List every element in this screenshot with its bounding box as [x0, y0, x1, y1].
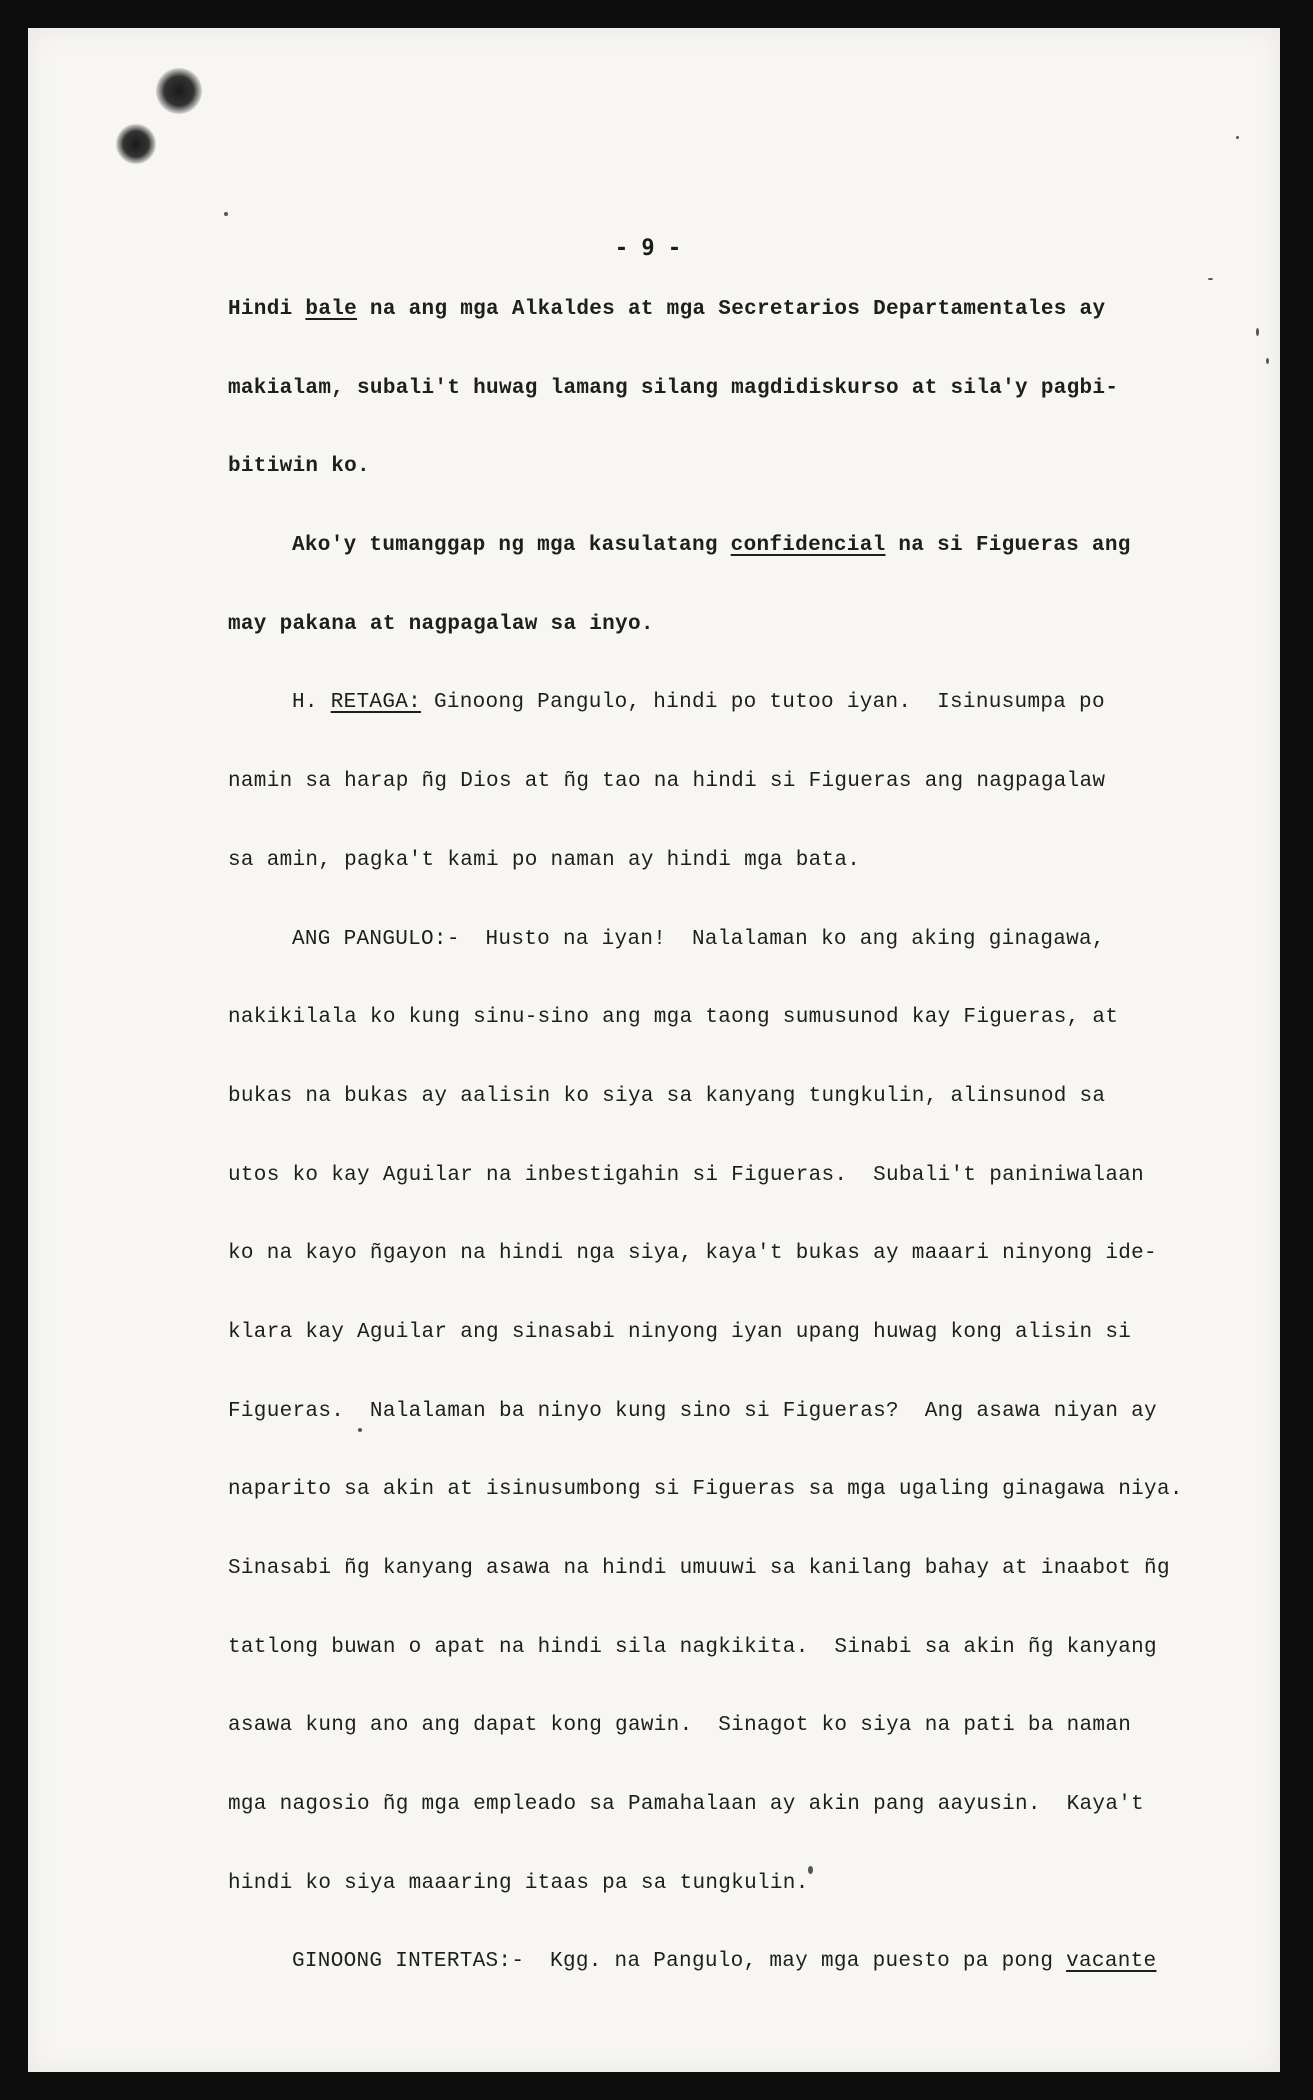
speck	[1208, 278, 1213, 280]
text-run: H.	[292, 691, 331, 715]
speck	[1266, 358, 1269, 364]
document-body	[228, 290, 1188, 2021]
text-run: na ang mga Alkaldes at mga Secretarios Departamentales ay	[357, 298, 1106, 321]
underlined-word: confidencial	[730, 534, 886, 558]
text-line: bitiwin ko.	[228, 455, 370, 479]
text-line: ANG PANGULO:- Husto na iyan! Nalalaman ko ang aking ginagawa,	[292, 927, 1105, 951]
punch-hole	[116, 124, 156, 164]
text-line: ko na kayo ñgayon na hindi nga siya, kaya't bukas ay maaari ninyong ide-	[228, 1242, 1157, 1266]
text-run: Ako'y tumanggap ng mga kasulatang	[292, 534, 731, 558]
text-run: na si Figueras ang	[885, 534, 1131, 558]
document-page	[28, 28, 1280, 2072]
punch-hole	[156, 68, 202, 114]
text-line	[228, 683, 1188, 762]
text-line: nakikilala ko kung sinu-sino ang mga taong sumusunod kay Figueras, at	[228, 1006, 1119, 1030]
text-line: Sinasabi ñg kanyang asawa na hindi umuuwi sa kanilang bahay at inaabot ñg	[228, 1557, 1170, 1580]
text-line: tatlong buwan o apat na hindi sila nagkikita. Sinabi sa akin ñg kanyang	[228, 1635, 1157, 1659]
speck	[224, 212, 228, 216]
text-line: makialam, subali't huwag lamang silang magdidiskurso at sila'y pagbi-	[228, 376, 1119, 400]
text-run: Hindi	[228, 298, 306, 321]
text-line: bukas na bukas ay aalisin ko siya sa kanyang tungkulin, alinsunod sa	[228, 1084, 1106, 1108]
text-line	[228, 526, 1188, 605]
text-line	[228, 290, 1188, 369]
underlined-word: vacante	[1066, 1950, 1157, 1974]
text-line: asawa kung ano ang dapat kong gawin. Sinagot ko siya na pati ba naman	[228, 1714, 1132, 1738]
speaker-label: RETAGA:	[330, 691, 422, 715]
text-line: mga nagosio ñg mga empleado sa Pamahalaan ay akin pang aayusin. Kaya't	[228, 1793, 1145, 1817]
text-line	[228, 1942, 1188, 2021]
text-line: naparito sa akin at isinusumbong si Figueras sa mga ugaling ginagawa niya.	[228, 1478, 1183, 1502]
text-run: GINOONG INTERTAS:- Kgg. na Pangulo, may mga puesto pa pong	[292, 1950, 1067, 1974]
text-line: klara kay Aguilar ang sinasabi ninyong iyan upang huwag kong alisin si	[228, 1320, 1132, 1344]
text-line: Figueras. Nalalaman ba ninyo kung sino si Figueras? Ang asawa niyan ay	[228, 1399, 1157, 1423]
text-line: utos ko kay Aguilar na inbestigahin si Figueras. Subali't paniniwalaan	[228, 1163, 1145, 1187]
speck	[1236, 136, 1239, 139]
text-run: Ginoong Pangulo, hindi po tutoo iyan. Isinusumpa po	[421, 691, 1105, 715]
page-number: - 9 -	[614, 236, 682, 261]
text-line: may pakana at nagpagalaw sa inyo.	[228, 612, 654, 636]
text-line: sa amin, pagka't kami po naman ay hindi mga bata.	[228, 848, 861, 872]
underlined-word: bale	[305, 298, 358, 321]
text-line: namin sa harap ñg Dios at ñg tao na hindi si Figueras ang nagpagalaw	[228, 770, 1106, 794]
speck	[1256, 328, 1259, 336]
text-line: hindi ko siya maaaring itaas pa sa tungkulin.	[228, 1871, 809, 1895]
